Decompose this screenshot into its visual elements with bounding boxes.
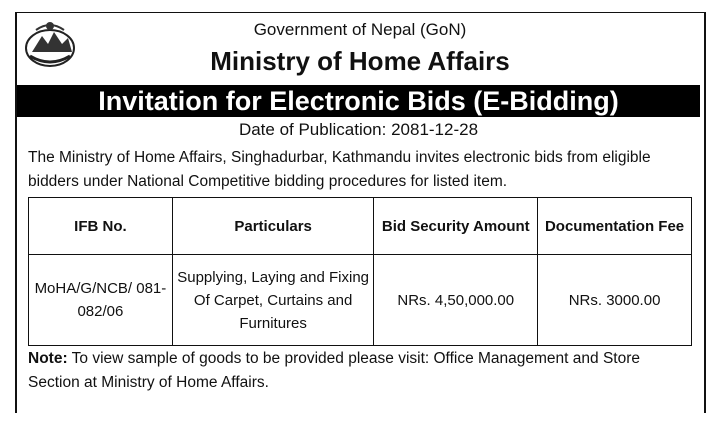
note-text: To view sample of goods to be provided please visit: Office Management and Store Section at Ministry of Home Affairs.	[28, 350, 641, 391]
column-header: Bid Security Amount	[374, 198, 538, 255]
ifb-number-cell: MoHA/G/NCB/ 081-082/06	[29, 255, 173, 346]
title-banner: Invitation for Electronic Bids (E-Bidding)	[17, 85, 700, 117]
note-label: Note:	[28, 350, 68, 367]
government-name: Government of Nepal (GoN)	[253, 20, 467, 39]
table-header-row	[29, 198, 692, 255]
ministry-name: Ministry of Home Affairs	[210, 46, 510, 76]
column-header: Particulars	[172, 198, 374, 255]
particulars-cell: Supplying, Laying and Fixing Of Carpet, Curtains and Furnitures	[172, 255, 374, 346]
note-paragraph	[28, 347, 693, 395]
column-header: Documentation Fee	[538, 198, 692, 255]
intro-paragraph: The Ministry of Home Affairs, Singhadurbar, Kathmandu invites electronic bids from eligible bidders under National Competitive bidding procedures for listed item.	[28, 149, 651, 190]
table-row	[29, 255, 692, 346]
column-header: IFB No.	[29, 198, 173, 255]
publication-date: Date of Publication: 2081-12-28	[238, 120, 479, 139]
bid-security-cell: NRs. 4,50,000.00	[374, 255, 538, 346]
bids-table	[28, 197, 692, 346]
documentation-fee-cell: NRs. 3000.00	[538, 255, 692, 346]
nepal-emblem-icon	[22, 18, 78, 70]
